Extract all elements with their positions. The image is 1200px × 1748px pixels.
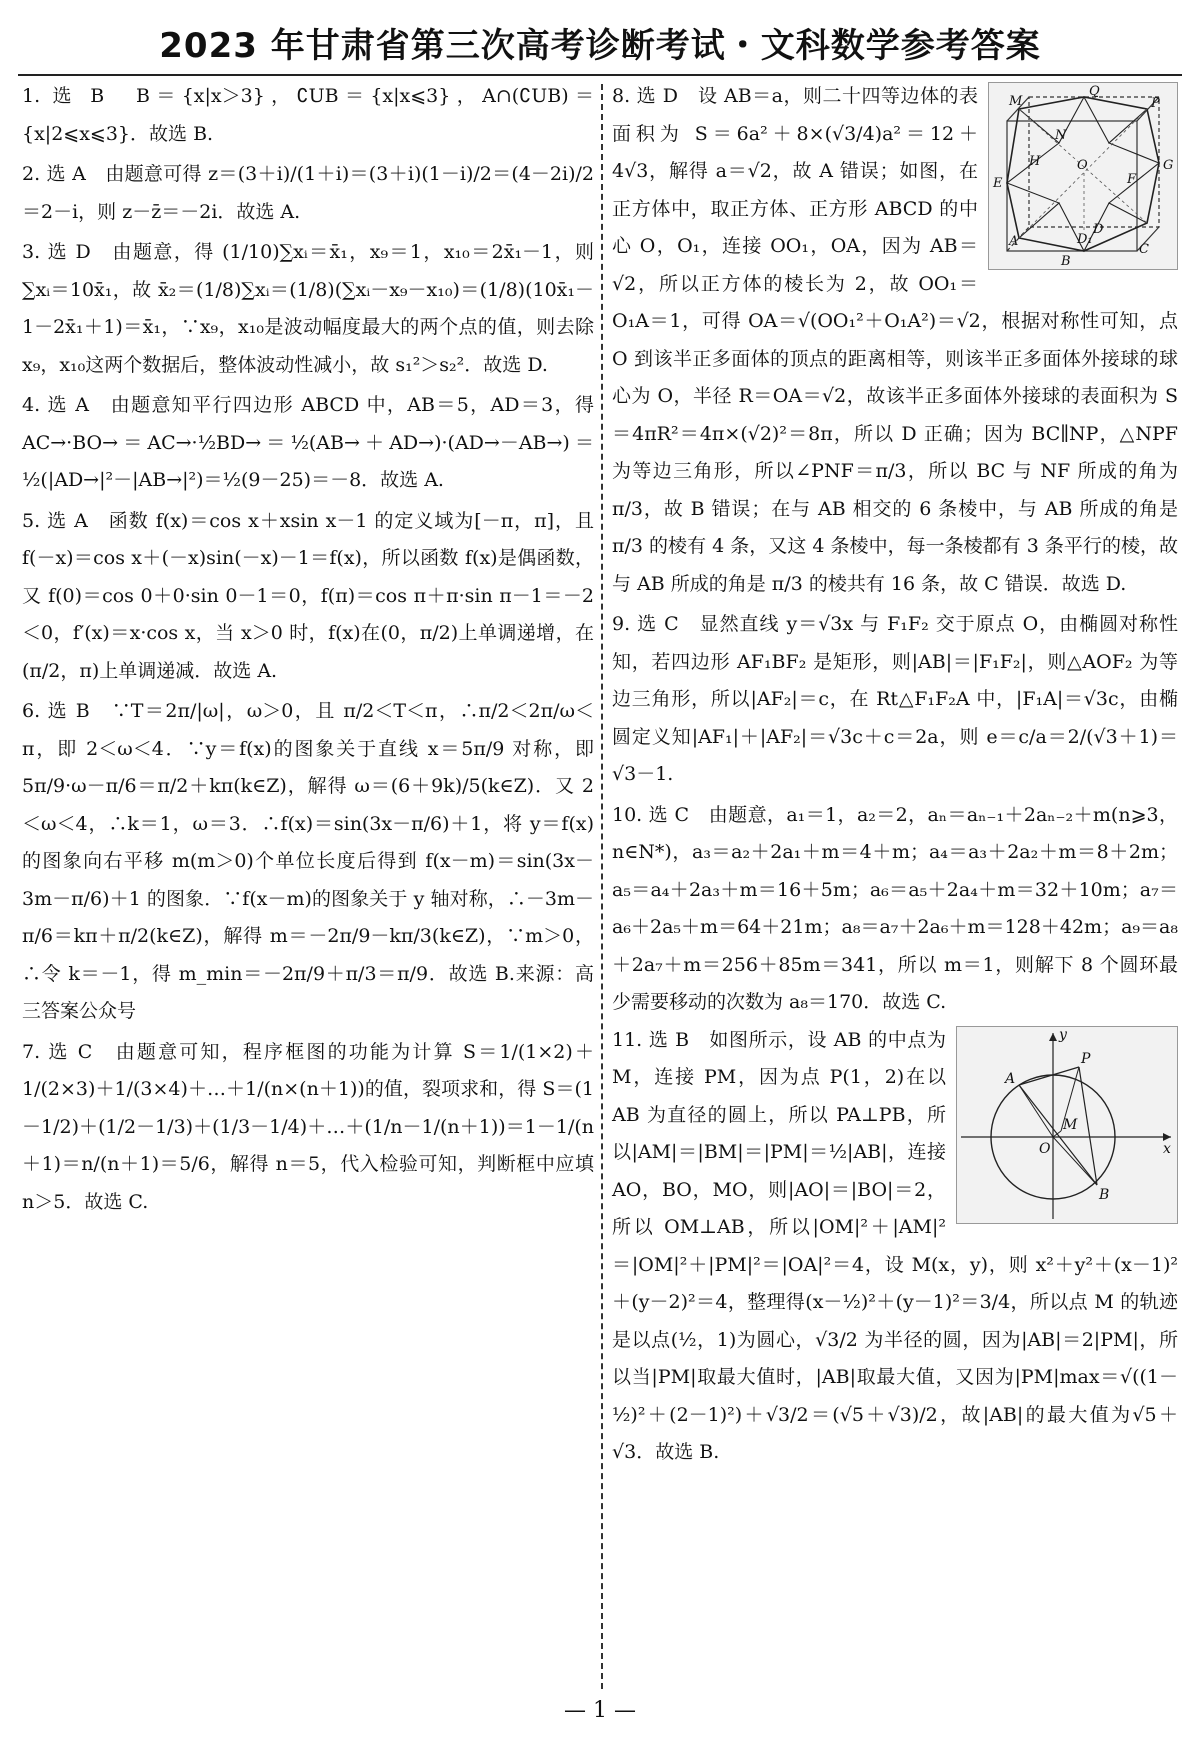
answer-q5: 5. 选 A 函数 f(x)＝cos x＋xsin x－1 的定义域为[－π，π]，且 f(－x)＝cos x＋(－x)sin(－x)－1＝f(x)，所以函数 f(x)是偶函数，又 f(0)＝cos 0＋0·sin 0－1＝0，f(π)＝cos π＋π·sin π－1＝－2＜0，f′(x)＝x·cos x，当 x＞0 时，f(x)在(0，π/2)上单调递增，在(π/2，π)上单调递减．故选 A. bbox=[22, 509, 594, 682]
answer-q8: 8. 选 D 设 AB＝a，则二十四等边体的表面积为 S＝6a²＋8×(√3/4)a²＝12＋4√3，解得 a＝√2，故 A 错误；如图，在正方体中，取正方体、正方形 ABCD 的中心 O，O₁，连接 OO₁，OA，因为 AB＝√2，所以正方体的棱长为 2，故 OO₁＝O₁A＝1，可得 OA＝√(OO₁²＋O₁A²)＝√2，根据对称性可知，点 O 到该半正多面体的顶点的距离相等，则该半正多面体外接球的球心为 O，半径 R＝OA＝√2，故该半正多面体外接球的表面积为 S＝4πR²＝4π×(√2)²＝8π，所以 D 正确；因为 BC∥NP，△NPF 为等边三角形，所以∠PNF＝π/3，所以 BC 与 NF 所成的角为 π/3，故 B 错误；在与 AB 相交的 6 条棱中，与 AB 所成的角是 π/3 的棱有 4 条，又这 4 条棱中，每一条棱都有 3 条平行的棱，故与 AB 所成的角是 π/3 的棱共有 16 条，故 C 错误．故选 D. bbox=[612, 85, 1178, 595]
cube-label-d1: D₁ bbox=[1077, 232, 1093, 247]
cube-label-b: B bbox=[1061, 254, 1071, 269]
circle-label-p: P bbox=[1081, 1050, 1091, 1067]
cube-label-q: Q bbox=[1089, 84, 1100, 99]
answer-q7: 7. 选 C 由题意可知，程序框图的功能为计算 S＝1/(1×2)＋1/(2×3)＋1/(3×4)＋…＋1/(n×(n＋1))的值，裂项求和，得 S＝(1－1/2)＋(1/2－1/3)＋(1/3－1/4)＋…＋(1/n－1/(n＋1))＝1－1/(n＋1)＝n/(n＋1)＝5/6，解得 n＝5，代入检验可知，判断框中应填 n＞5．故选 C. bbox=[22, 1040, 594, 1213]
answer-q6: 6. 选 B ∵T＝2π/|ω|，ω＞0，且 π/2＜T＜π，∴π/2＜2π/ω＜π，即 2＜ω＜4．∵y＝f(x)的图象关于直线 x＝5π/9 对称，即 5π/9·ω－π/6＝π/2＋kπ(k∈Z)，解得 ω＝(6＋9k)/5(k∈Z)．又 2＜ω＜4，∴k＝1，ω＝3．∴f(x)＝sin(3x－π/6)＋1，将 y＝f(x)的图象向右平移 m(m＞0)个单位长度后得到 f(x－m)＝sin(3x－3m－π/6)＋1 的图象．∵f(x－m)的图象关于 y 轴对称，∴－3m－π/6＝kπ＋π/2(k∈Z)，解得 m＝－2π/9－kπ/3(k∈Z)，∵m＞0，∴令 k＝－1，得 m_min＝－2π/9＋π/3＝π/9．故选 B.来源：高三答案公众号 bbox=[22, 700, 594, 1022]
column-divider bbox=[601, 84, 603, 1689]
cube-diagram bbox=[989, 83, 1177, 269]
axis-label-y: y bbox=[1059, 1026, 1067, 1043]
cube-label-f: F bbox=[1127, 172, 1137, 187]
answer-q10: 10. 选 C 由题意，a₁＝1，a₂＝2，aₙ＝aₙ₋₁＋2aₙ₋₂＋m(n⩾3，n∈N*)，a₃＝a₂＋2a₁＋m＝4＋m；a₄＝a₃＋2a₂＋m＝8＋2m；a₅＝a₄＋2a₃＋m＝16＋5m；a₆＝a₅＋2a₄＋m＝32＋10m；a₇＝a₆＋2a₅＋m＝64＋21m；a₈＝a₇＋2a₆＋m＝128＋42m；a₉＝a₈＋2a₇＋m＝256＋85m＝341，所以 m＝1，则解下 8 个圆环最少需要移动的次数为 a₈＝170．故选 C. bbox=[612, 803, 1178, 1013]
cube-label-p: P bbox=[1151, 96, 1160, 111]
page-title: 2023 年甘肃省第三次高考诊断考试・文科数学参考答案 bbox=[159, 26, 1041, 66]
cube-label-g: G bbox=[1163, 158, 1174, 173]
answer-q4: 4. 选 A 由题意知平行四边形 ABCD 中，AB＝5，AD＝3，得 AC→·BO→＝AC→·½BD→＝½(AB→＋AD→)·(AD→－AB→)＝½(|AD→|²－|AB→|²)＝½(9－25)＝－8．故选 A. bbox=[22, 394, 594, 491]
page-number: — 1 — bbox=[564, 1698, 636, 1723]
answer-q11: 11. 选 B 如图所示，设 AB 的中点为 M，连接 PM，因为点 P(1，2)在以 AB 为直径的圆上，所以 PA⊥PB，所以|AM|＝|BM|＝|PM|＝½|AB|，连接 AO，BO，MO，则|AO|＝|BO|＝2，所以 OM⊥AB，所以|OM|²＋|AM|²＝|OM|²＋|PM|²＝|OA|²＝4，设 M(x，y)，则 x²＋y²＋(x－1)²＋(y－2)²＝4，整理得(x－½)²＋(y－1)²＝3/4，所以点 M 的轨迹是以点(½，1)为圆心，√3/2 为半径的圆，因为|AB|＝2|PM|，所以当|PM|取最大值时，|AB|取最大值，又因为|PM|max＝√((1－½)²＋(2－1)²)＋√3/2＝(√5＋√3)/2，故|AB|的最大值为√5＋√3．故选 B. bbox=[612, 1028, 1178, 1463]
circle-diagram bbox=[957, 1027, 1177, 1223]
cube-label-m: M bbox=[1009, 94, 1023, 109]
answer-q1: 1. 选 B B＝{x|x＞3}，∁UB＝{x|x⩽3}，A∩(∁UB)＝{x|2⩽x⩽3}．故选 B. bbox=[22, 85, 594, 145]
answer-q2: 2. 选 A 由题意可得 z＝(3＋i)/(1＋i)＝(3＋i)(1－i)/2＝(4－2i)/2＝2－i，则 z－z̄＝－2i．故选 A. bbox=[22, 163, 594, 223]
cube-label-h: H bbox=[1029, 154, 1041, 169]
figure-truncated-cube bbox=[988, 82, 1178, 270]
answer-q3: 3. 选 D 由题意，得 (1/10)∑xᵢ＝x̄₁，x₉＝1，x₁₀＝2x̄₁－1，则 ∑xᵢ＝10x̄₁，故 x̄₂＝(1/8)∑xᵢ＝(1/8)(∑xᵢ－x₉－x₁₀)＝(1/8)(10x̄₁－1－2x̄₁＋1)＝x̄₁，∵x₉，x₁₀是波动幅度最大的两个点的值，则去除 x₉，x₁₀这两个数据后，整体波动性减小，故 s₁²＞s₂²．故选 D. bbox=[22, 241, 594, 376]
circle-label-a: A bbox=[1005, 1070, 1016, 1087]
circle-label-b: B bbox=[1099, 1186, 1110, 1203]
title-divider bbox=[18, 74, 1182, 76]
cube-label-d: D bbox=[1093, 222, 1104, 237]
cube-label-n: N bbox=[1055, 128, 1067, 143]
cube-label-e: E bbox=[993, 176, 1003, 191]
axis-label-x: x bbox=[1163, 1140, 1171, 1157]
left-column bbox=[22, 78, 594, 1221]
circle-label-m: M bbox=[1063, 1116, 1078, 1133]
circle-label-o: O bbox=[1039, 1140, 1051, 1157]
cube-label-c: C bbox=[1139, 242, 1149, 257]
figure-circle-coordinates bbox=[956, 1026, 1178, 1224]
right-column bbox=[612, 78, 1178, 1472]
answer-q9: 9. 选 C 显然直线 y＝√3x 与 F₁F₂ 交于原点 O，由椭圆对称性知，若四边形 AF₁BF₂ 是矩形，则|AB|＝|F₁F₂|，则△AOF₂ 为等边三角形，所以|AF₂|＝c，在 Rt△F₁F₂A 中，|F₁A|＝√3c，由椭圆定义知|AF₁|＋|AF₂|＝√3c＋c＝2a，则 e＝c/a＝2/(√3＋1)＝√3－1. bbox=[612, 613, 1178, 785]
cube-label-a: A bbox=[1009, 234, 1019, 249]
cube-label-o: O bbox=[1077, 158, 1088, 173]
